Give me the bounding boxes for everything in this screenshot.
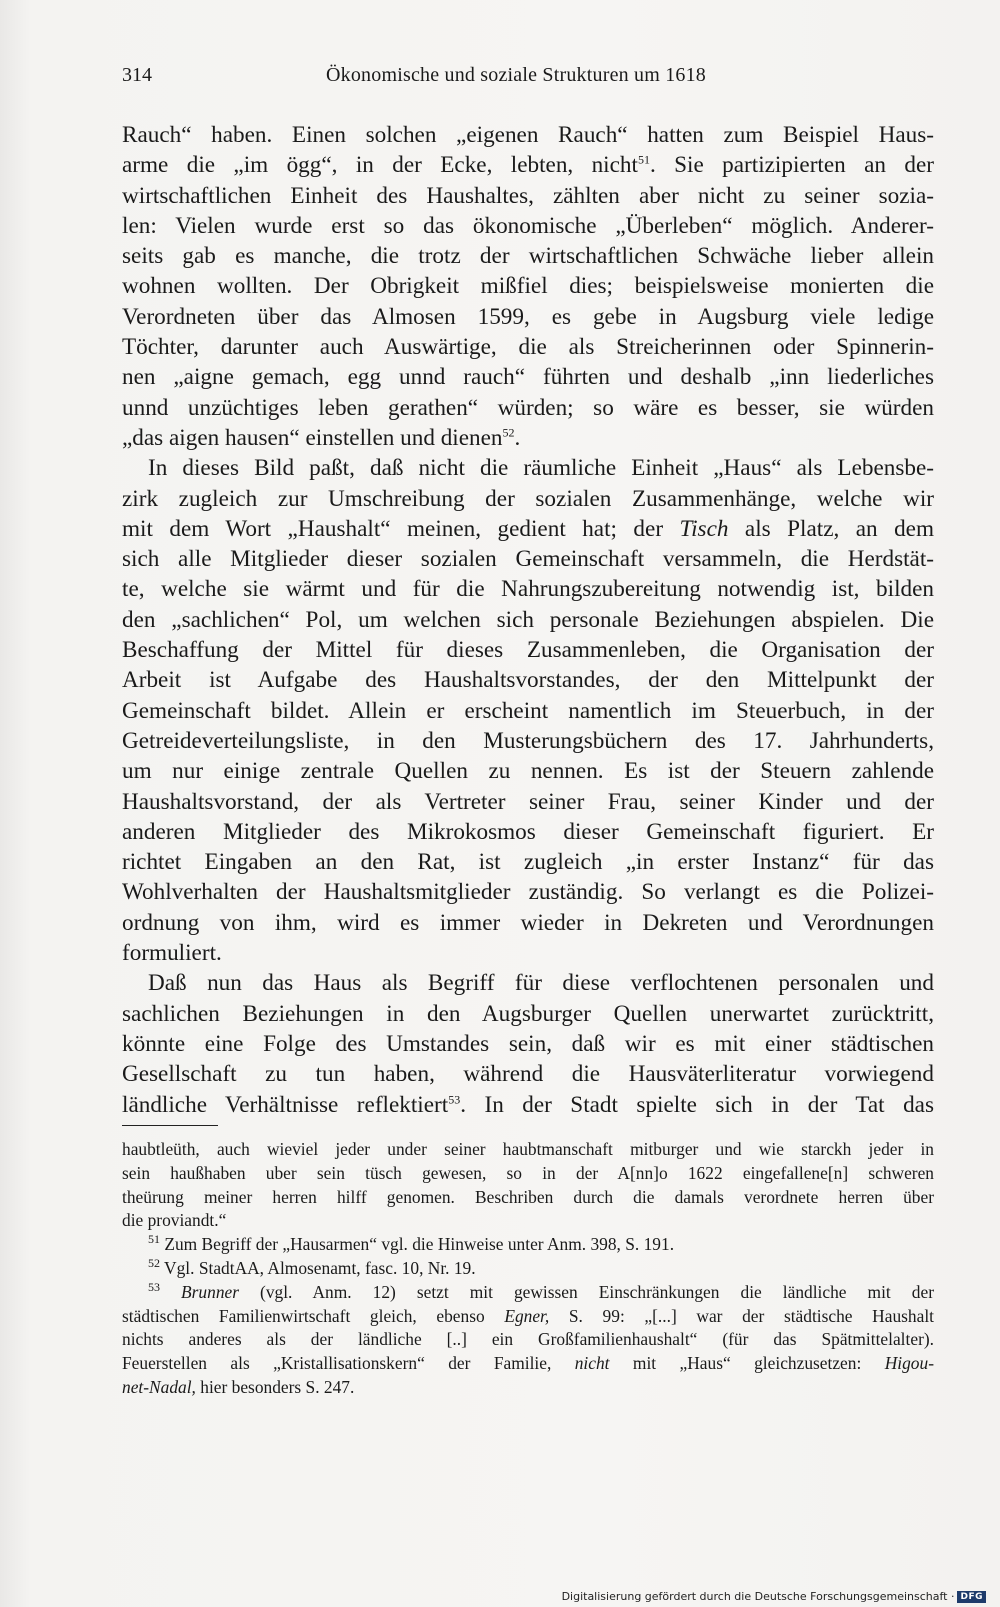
text-line: sich alle Mitglieder dieser sozialen Gemeinschaft versammeln, die Herdstät- <box>122 546 934 573</box>
footnotes <box>122 1138 934 1400</box>
text-line: Haushaltsvorstand, der als Vertreter seiner Frau, seiner Kinder und der <box>122 788 934 815</box>
text-line: unnd unzüchtiges leben gerathen“ würden; so wäre es besser, sie würden <box>122 394 934 421</box>
footnote-52: $^{52}$ Vgl. StadtAA, Almosenamt, fasc. 10, Nr. 19. <box>148 1256 476 1278</box>
text-line: Gemeinschaft bildet. Allein er erscheint namentlich im Steuerbuch, in der <box>122 697 934 724</box>
text-line: um nur einige zentrale Quellen zu nennen. Es ist der Steuern zahlende <box>122 758 934 785</box>
page-number: 314 <box>122 64 152 86</box>
running-title: Ökonomische und soziale Strukturen um 1618 <box>326 64 707 86</box>
footnote-continued-line: sein haußhaben uber sein tüsch gewesen, so in der A[nn]o 1622 eingefallene[n] schweren <box>122 1162 934 1183</box>
footnote-line: städtischen Familienwirtschaft gleich, ebenso Egner, S. 99: „[...] war der städtische Haushalt <box>122 1305 934 1326</box>
text-line: Verordneten über das Almosen 1599, es gebe in Augsburg viele ledige <box>122 303 934 330</box>
footnote-line: Feuerstellen als „Kristallisationskern“ der Familie, nicht mit „Haus“ gleichzusetzen: Higou- <box>122 1353 934 1374</box>
footnote-continued-line: die proviandt.“ <box>122 1210 227 1231</box>
text-line: sachlichen Beziehungen in den Augsburger Quellen unerwartet zurücktritt, <box>122 1000 934 1027</box>
text-line: ländliche Verhältnisse reflektiert$^{53}$. In der Stadt spielte sich in der Tat das <box>122 1091 934 1118</box>
text-line: Gesellschaft zu tun haben, während die Hausväterliteratur vorwiegend <box>122 1061 934 1088</box>
footnote-ref-52[interactable]: 52 <box>502 425 515 440</box>
footer-credit: Digitalisierung gefördert durch die Deutsche Forschungsgemeinschaft · <box>561 1590 955 1603</box>
text-line: arme die „im ögg“, in der Ecke, lebten, nicht$^{51}$. Sie partizipierten an der <box>122 152 934 179</box>
text-line: seits gab es manche, die trotz der wirtschaftlichen Schwäche lieber allein <box>122 243 934 270</box>
footnote-number: 51 <box>148 1232 160 1247</box>
italic-term: Tisch <box>679 515 729 542</box>
text-line: Wohlverhalten der Haushaltsmitglieder zuständig. So verlangt es die Polizei- <box>122 879 934 906</box>
footnote-rule <box>122 1125 218 1126</box>
footnote-51: $^{51}$ Zum Begriff der „Hausarmen“ vgl. die Hinweise unter Anm. 398, S. 191. <box>148 1232 675 1255</box>
text-line: Töchter, darunter auch Auswärtige, die als Streicherinnen oder Spinnerin- <box>122 334 934 361</box>
main-text <box>122 120 934 1120</box>
text-line: den „sachlichen“ Pol, um welchen sich personale Beziehungen abspielen. Die <box>122 606 934 633</box>
paragraph-start: Daß nun das Haus als Begriff für diese verflochtenen personalen und <box>148 970 934 997</box>
text-line: wohnen wollten. Der Obrigkeit mißfiel dies; beispielsweise monierten die <box>122 273 934 300</box>
text-line: Beschaffung der Mittel für dieses Zusammenleben, die Organisation der <box>122 637 934 664</box>
footnote-53: $^{53}$ Brunner (vgl. Anm. 12) setzt mit gewissen Einschränkungen die ländliche mit der <box>148 1279 934 1302</box>
text-line: te, welche sie wärmt und für die Nahrungszubereitung notwendig ist, bilden <box>122 576 934 603</box>
text-line: zirk zugleich zur Umschreibung der sozialen Zusammenhänge, welche wir <box>122 485 934 512</box>
text-line: Rauch“ haben. Einen solchen „eigenen Rauch“ hatten zum Beispiel Haus- <box>122 122 934 148</box>
text-line: richtet Eingaben an den Rat, ist zugleich „in erster Instanz“ für das <box>122 849 934 876</box>
footnote-continued-line: theürung meiner herren hilff genomen. Beschriben durch die damals verordnete herren über <box>122 1186 934 1207</box>
text-line: „das aigen hausen“ einstellen und dienen$^{52}$. <box>122 424 521 451</box>
text-line: len: Vielen wurde erst so das ökonomische „Überleben“ möglich. Anderer- <box>122 212 934 239</box>
text-line: formuliert. <box>122 940 222 967</box>
footnote-line: nichts anderes als der ländliche [..] ein Großfamilienhaushalt“ (für das Spätmittelalter). <box>122 1329 934 1350</box>
footnote-number: 53 <box>148 1279 160 1294</box>
footnote-ref-53[interactable]: 53 <box>448 1091 461 1106</box>
footnote-line: net-Nadal, hier besonders S. 247. <box>122 1376 355 1397</box>
paragraph-start: In dieses Bild paßt, daß nicht die räumliche Einheit „Haus“ als Lebensbe- <box>148 455 934 482</box>
footnote-continued-line: haubtleüth, auch wieviel jeder under seiner haubtmanschaft mitburger und wie starckh jeder in <box>122 1139 934 1159</box>
dfg-logo: DFG <box>957 1591 986 1603</box>
digitization-footer <box>562 1590 986 1603</box>
text-line: anderen Mitglieder des Mikrokosmos dieser Gemeinschaft figuriert. Er <box>122 818 934 845</box>
text-line: Arbeit ist Aufgabe des Haushaltsvorstandes, der den Mittelpunkt der <box>122 667 934 694</box>
text-line: könnte eine Folge des Umstandes sein, daß wir es mit einer städtischen <box>122 1030 934 1057</box>
text-line: mit dem Wort „Haushalt“ meinen, gedient hat; der Tisch als Platz, an dem <box>122 515 934 542</box>
text-line: Getreideverteilungsliste, in den Musterungsbüchern des 17. Jahrhunderts, <box>122 727 934 754</box>
text-line: ordnung von ihm, wird es immer wieder in Dekreten und Verordnungen <box>122 909 934 936</box>
footnote-number: 52 <box>148 1256 160 1271</box>
text-line: wirtschaftlichen Einheit des Haushaltes, zählten aber nicht zu seiner sozia- <box>122 182 934 209</box>
footnote-ref-51[interactable]: 51 <box>637 152 650 167</box>
text-line: nen „aigne gemach, egg unnd rauch“ führten und deshalb „inn liederliches <box>122 364 934 391</box>
